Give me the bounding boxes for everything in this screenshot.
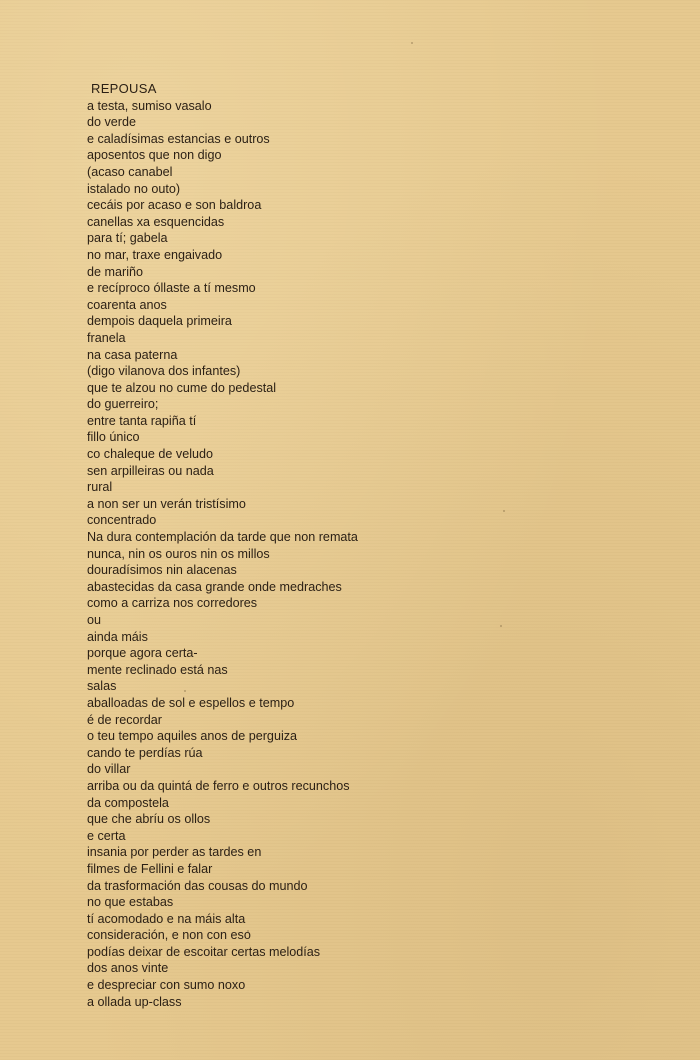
- poem-line: aballoadas de sol e espellos e tempo: [87, 695, 295, 710]
- poem-body: [87, 98, 647, 1011]
- poem-line: da trasformación das cousas do mundo: [87, 878, 308, 893]
- paper-speck: [184, 690, 186, 692]
- poem-line: que te alzou no cume do pedestal: [87, 380, 277, 395]
- poem-line: no mar, traxe engaivado: [87, 247, 223, 262]
- poem-line: arriba ou da quintá de ferro e outros recunchos: [87, 778, 350, 793]
- poem-line: dos anos vinte: [87, 961, 169, 976]
- poem-line: ainda máis: [87, 629, 148, 644]
- poem-line: do verde: [87, 115, 137, 130]
- poem-line: douradísimos nin alacenas: [87, 563, 237, 578]
- poem-line: concentrado: [87, 513, 157, 528]
- poem-line: no que estabas: [87, 895, 174, 910]
- poem-line: (acaso canabel: [87, 164, 173, 179]
- poem-line: da compostela: [87, 795, 169, 810]
- poem-line: salas: [87, 679, 117, 694]
- poem-line: nunca, nin os ouros nin os millos: [87, 546, 270, 561]
- poem-line: coarenta anos: [87, 297, 167, 312]
- poem-line: a non ser un verán tristísimo: [87, 496, 246, 511]
- poem-line: franela: [87, 330, 126, 345]
- poem-line: podías deixar de escoitar certas melodías: [87, 944, 321, 959]
- poem-line: de mariño: [87, 264, 144, 279]
- poem-line: a ollada up-class: [87, 994, 182, 1009]
- poem-line: cecáis por acaso e son baldroa: [87, 198, 262, 213]
- poem-line: e recíproco óllaste a tí mesmo: [87, 281, 256, 296]
- poem-line: abastecidas da casa grande onde medraches: [87, 579, 342, 594]
- poem-line: canellas xa esquencidas: [87, 214, 225, 229]
- poem-line: tí acomodado e na máis alta: [87, 911, 246, 926]
- poem-line: que che abríu os ollos: [87, 812, 211, 827]
- poem-line: cando te perdías rúa: [87, 745, 203, 760]
- poem-line: Na dura contemplación da tarde que non remata: [87, 530, 358, 545]
- poem-line: porque agora certa-: [87, 646, 198, 661]
- poem-line: co chaleque de veludo: [87, 447, 214, 462]
- poem-line: sen arpilleiras ou nada: [87, 463, 214, 478]
- poem-line: dempois daquela primeira: [87, 314, 232, 329]
- poem-line: e despreciar con sumo noxo: [87, 978, 246, 993]
- poem-line: consideración, e non con eso: [87, 928, 251, 943]
- poem-line: insania por perder as tardes en: [87, 845, 262, 860]
- poem-line: do guerreiro;: [87, 397, 159, 412]
- poem: [87, 81, 647, 1010]
- poem-line: do villar: [87, 762, 131, 777]
- paper-speck: [247, 930, 249, 932]
- poem-line: filmes de Fellini e falar: [87, 861, 213, 876]
- poem-line: fillo único: [87, 430, 140, 445]
- poem-line: o teu tempo aquiles anos de perguiza: [87, 729, 298, 744]
- poem-line: aposentos que non digo: [87, 148, 222, 163]
- paper-speck: [503, 510, 505, 512]
- poem-line: é de recordar: [87, 712, 162, 727]
- poem-line: ou: [87, 613, 102, 627]
- paper-speck: [411, 42, 413, 44]
- poem-title: REPOUSA: [91, 81, 157, 96]
- poem-line: istalado no outo): [87, 181, 181, 196]
- poem-line: mente reclinado está nas: [87, 662, 228, 677]
- paper-speck: [500, 625, 502, 627]
- poem-line: (digo vilanova dos infantes): [87, 364, 241, 379]
- poem-line: na casa paterna: [87, 347, 178, 362]
- poem-line: e caladísimas estancias e outros: [87, 131, 270, 146]
- poem-line: a testa, sumiso vasalo: [87, 98, 212, 113]
- poem-line: entre tanta rapiña tí: [87, 413, 197, 428]
- poem-line: rural: [87, 480, 113, 495]
- poem-line: como a carriza nos corredores: [87, 596, 258, 611]
- poem-line: e certa: [87, 828, 126, 843]
- poem-line: para tí; gabela: [87, 231, 168, 246]
